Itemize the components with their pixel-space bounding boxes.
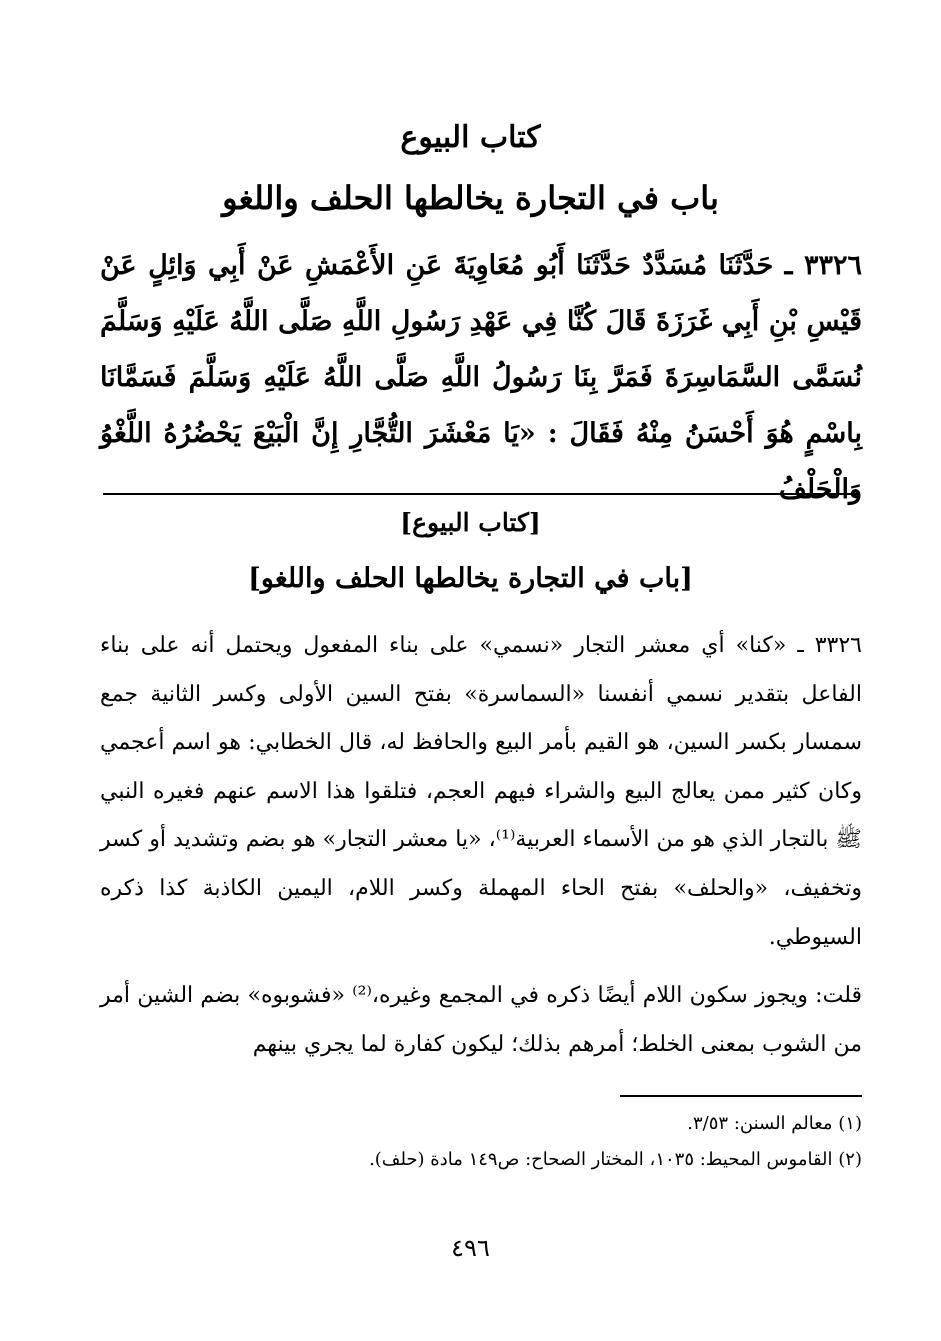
hadith-text-block bbox=[100, 238, 862, 518]
commentary-paragraph: قلت: ويجوز سكون اللام أيضًا ذكره في المجمع وغيره،⁽²⁾ «فشوبوه» بضم الشين أمر من الشوب بمعنى الخلط؛ أمرهم بذلك؛ ليكون كفارة لما يجري بينهم bbox=[100, 983, 862, 1057]
hadith-number: ٣٣٢٦ bbox=[803, 250, 862, 281]
footnote-2: (٢) القاموس المحيط: ١٠٣٥، المختار الصحاح: ص١٤٩ مادة (حلف). bbox=[369, 1149, 862, 1170]
section-divider bbox=[103, 493, 860, 495]
footnote-1: (١) معالم السنن: ٣/٥٣. bbox=[687, 1113, 862, 1134]
chapter-title: باب في التجارة يخالطها الحلف واللغو bbox=[222, 179, 719, 217]
commentary-block bbox=[100, 622, 862, 1069]
page-number: ٤٩٦ bbox=[451, 1234, 490, 1262]
commentary-paragraph: ٣٣٢٦ ـ «كنا» أي معشر التجار «نسمي» على بناء المفعول ويحتمل أنه على بناء الفاعل بتقدير نسمي أنفسنا «السماسرة» بفتح السين الأولى وكسر الثانية جمع سمسار بكسر السين، هو القيم بأمر البيع والحافظ له، قال الخطابي: هو اسم أعجمي وكان كثير ممن يعالج البيع والشراء فيهم العجم، فتلقوا هذا الاسم عنهم فغيره النبي ﷺ بالتجار الذي هو من الأسماء العربية⁽¹⁾، «يا معشر التجار» هو بضم وتشديد أو كسر وتخفيف، «والحلف» بفتح الحاء المهملة وكسر اللام، اليمين الكاذبة كذا ذكره السيوطي. bbox=[100, 633, 863, 950]
commentary-book-title: [كتاب البيوع] bbox=[400, 508, 541, 537]
hadith-body: ـ حَدَّثَنَا مُسَدَّدٌ حَدَّثَنَا أَبُو مُعَاوِيَةَ عَنِ الأَعْمَشِ عَنْ أَبِي وَائِلٍ عَنْ قَيْسِ بْنِ أَبِي غَرَزَةَ قَالَ كُنَّا فِي عَهْدِ رَسُولِ اللَّهِ صَلَّى اللَّهُ عَلَيْهِ وَسَلَّمَ نُسَمَّى السَّمَاسِرَةَ فَمَرَّ بِنَا رَسُولُ اللَّهِ صَلَّى اللَّهُ عَلَيْهِ وَسَلَّمَ فَسَمَّانَا بِاسْمٍ هُوَ أَحْسَنُ مِنْهُ فَقَالَ : «يَا مَعْشَرَ التُّجَّارِ إِنَّ الْبَيْعَ يَحْضُرُهُ اللَّغْوُ وَالْحَلْفُ bbox=[100, 250, 862, 505]
footnotes bbox=[100, 1106, 862, 1178]
commentary-chapter-title: [باب في التجارة يخالطها الحلف واللغو] bbox=[248, 563, 693, 594]
footnote-divider bbox=[620, 1095, 862, 1097]
book-title: كتاب البيوع bbox=[400, 120, 541, 155]
